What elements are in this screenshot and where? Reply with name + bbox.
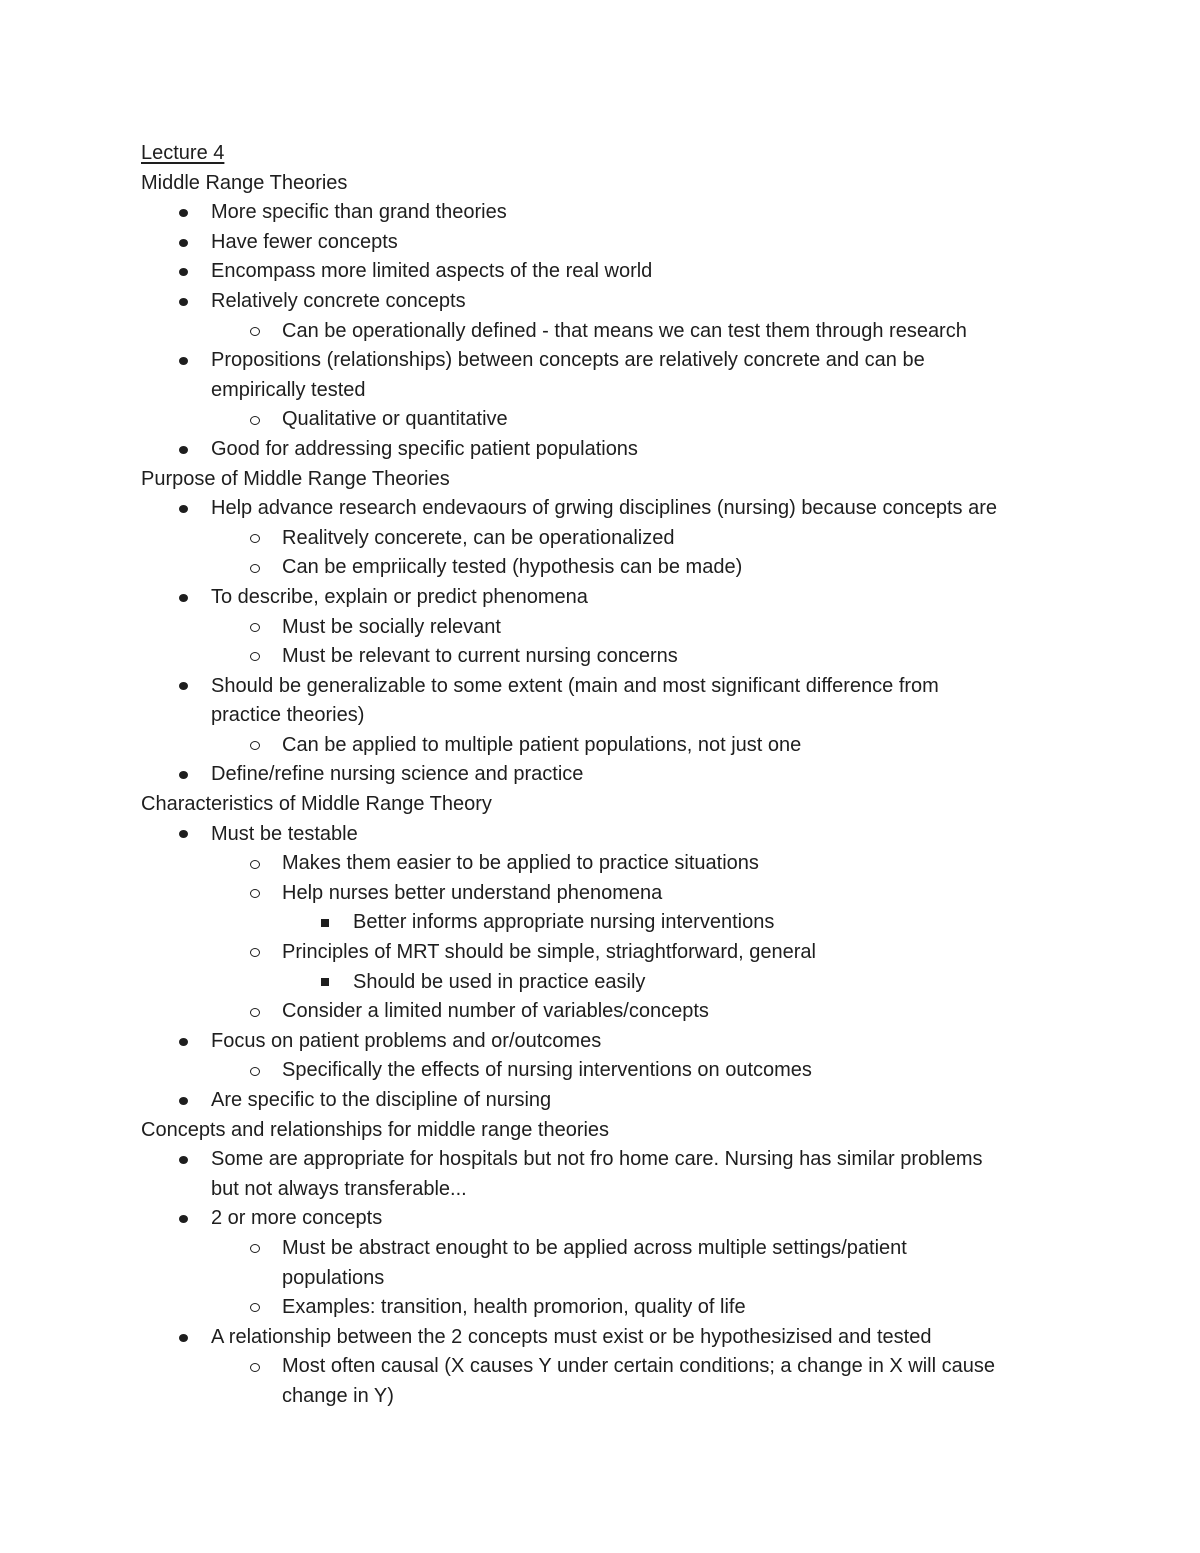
list-item-text: Relatively concrete concepts [211,289,466,312]
list-item [141,938,1101,968]
bullet-circle-icon [247,879,263,909]
bullet-circle-icon [247,524,263,554]
list-item-text: Must be abstract enought to be applied across multiple settings/patient [282,1236,907,1259]
sections-container [141,169,1101,1412]
bullet-circle-icon [247,1352,263,1382]
list-item-text: Encompass more limited aspects of the real world [211,260,653,283]
list-item [141,879,1101,909]
list-item [141,1323,1101,1353]
list-item [141,849,1101,879]
bullet-square-icon [317,908,333,938]
list-item-text: Must be socially relevant [282,615,501,638]
list-item-text: Must be testable [211,822,358,845]
bullet-circle-icon [247,849,263,879]
list-item-text: Some are appropriate for hospitals but not fro home care. Nursing has similar problems [211,1148,983,1171]
list-item [141,908,1101,938]
list-item [141,317,1101,347]
list-item-text: A relationship between the 2 concepts must exist or be hypothesizised and tested [211,1325,932,1348]
list-item-text: Must be relevant to current nursing concerns [282,645,678,668]
bullet-circle-icon [247,731,263,761]
list-item [141,613,1101,643]
bullet-dot-icon [175,1027,191,1057]
list-item [141,198,1101,228]
section-heading: Characteristics of Middle Range Theory [141,793,492,816]
list-item [141,1293,1101,1323]
list-item-text: Good for addressing specific patient populations [211,437,638,460]
list-item [141,228,1101,258]
list-item-text: Consider a limited number of variables/concepts [282,1000,709,1023]
section-heading: Middle Range Theories [141,171,348,194]
list-item-text: Help advance research endevaours of grwing disciplines (nursing) because concepts are [211,497,997,520]
bullet-dot-icon [175,583,191,613]
list-item [141,968,1101,998]
list-item-text: Should be generalizable to some extent (main and most significant difference from [211,674,939,697]
list-item-text: Should be used in practice easily [353,970,646,993]
list-item-text: Define/refine nursing science and practice [211,763,584,786]
list-item [141,1027,1101,1057]
list-item-text: Can be applied to multiple patient populations, not just one [282,733,802,756]
list-item-continuation [141,701,1101,731]
bullet-circle-icon [247,317,263,347]
list-item-text: populations [282,1266,385,1289]
list-item [141,760,1101,790]
bullet-dot-icon [175,820,191,850]
bullet-circle-icon [247,938,263,968]
bullet-dot-icon [175,1323,191,1353]
list-item [141,997,1101,1027]
list-item [141,642,1101,672]
list-item [141,583,1101,613]
list-item-continuation [141,1264,1101,1294]
list-item-text: Most often causal (X causes Y under certain conditions; a change in X will cause [282,1355,995,1378]
bullet-dot-icon [175,760,191,790]
list-item-text: practice theories) [211,704,365,727]
bullet-dot-icon [175,435,191,465]
list-item [141,494,1101,524]
list-item [141,435,1101,465]
list-item-text: Principles of MRT should be simple, striaghtforward, general [282,941,816,964]
list-item [141,731,1101,761]
document-title: Lecture 4 [141,142,225,164]
bullet-circle-icon [247,1293,263,1323]
list-item-text: Are specific to the discipline of nursing [211,1089,552,1111]
list-item-text: Realitvely concerete, can be operationalized [282,526,675,549]
bullet-circle-icon [247,553,263,583]
bullet-dot-icon [175,1145,191,1175]
list-item-text: Can be empriically tested (hypothesis can be made) [282,556,743,579]
document-page [141,139,1101,1412]
bullet-circle-icon [247,642,263,672]
list-item-text: Specifically the effects of nursing interventions on outcomes [282,1059,812,1082]
list-item-text: Can be operationally defined - that means we can test them through research [282,319,967,342]
list-item-text: but not always transferable... [211,1177,467,1200]
list-item [141,1352,1101,1382]
list-item [141,1234,1101,1264]
list-item [141,1086,1101,1116]
list-item-text: Examples: transition, health promorion, quality of life [282,1296,746,1319]
list-item [141,553,1101,583]
bullet-dot-icon [175,346,191,376]
list-item [141,287,1101,317]
list-item-text: Better informs appropriate nursing interventions [353,911,775,934]
list-item-text: Qualitative or quantitative [282,408,508,431]
bullet-circle-icon [247,405,263,435]
list-item-text: Help nurses better understand phenomena [282,881,663,904]
list-item [141,1056,1101,1086]
list-item-continuation [141,1175,1101,1205]
list-item [141,257,1101,287]
bullet-dot-icon [175,287,191,317]
bullet-dot-icon [175,257,191,287]
list-item [141,672,1101,702]
bullet-dot-icon [175,198,191,228]
list-item-text: To describe, explain or predict phenomena [211,585,588,608]
list-item [141,405,1101,435]
bullet-dot-icon [175,672,191,702]
bullet-dot-icon [175,494,191,524]
list-item [141,524,1101,554]
list-item-text: empirically tested [211,378,366,401]
list-item-text: 2 or more concepts [211,1207,383,1230]
section-heading: Concepts and relationships for middle range theories [141,1118,610,1141]
section-heading: Purpose of Middle Range Theories [141,467,450,490]
bullet-dot-icon [175,1204,191,1234]
list-item [141,346,1101,376]
bullet-circle-icon [247,1234,263,1264]
bullet-dot-icon [175,228,191,258]
list-item-text: Makes them easier to be applied to practice situations [282,852,759,875]
bullet-circle-icon [247,613,263,643]
list-item-text: Propositions (relationships) between concepts are relatively concrete and can be [211,349,925,372]
list-item [141,1145,1101,1175]
bullet-circle-icon [247,1056,263,1086]
list-item-continuation [141,1382,1101,1412]
list-item-text: Focus on patient problems and or/outcomes [211,1029,602,1052]
bullet-square-icon [317,968,333,998]
bullet-dot-icon [175,1086,191,1116]
list-item-text: Have fewer concepts [211,230,398,253]
bullet-circle-icon [247,997,263,1027]
list-item [141,820,1101,850]
list-item-text: More specific than grand theories [211,201,507,224]
list-item-text: change in Y) [282,1384,394,1407]
list-item [141,1204,1101,1234]
list-item-continuation [141,376,1101,406]
